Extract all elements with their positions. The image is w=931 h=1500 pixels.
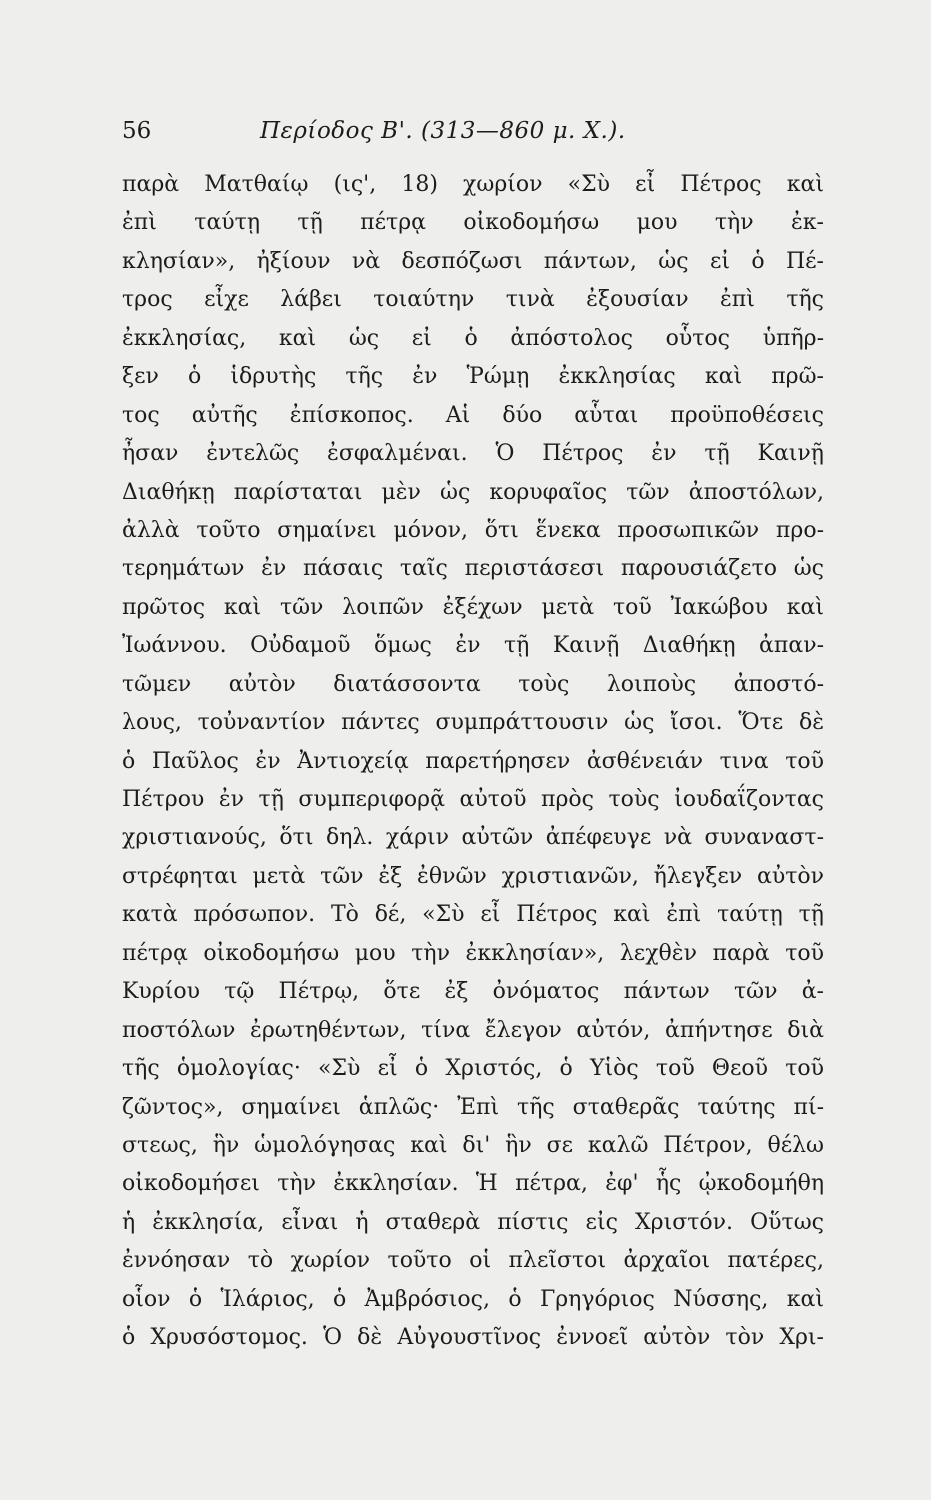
text-line: ζῶντος», σημαίνει ἁπλῶς· Ἐπὶ τῆς σταθερᾶς ταύτης πί- bbox=[122, 1094, 824, 1120]
text-line: τος αὐτῆς ἐπίσκοπος. Αἱ δύο αὗται προϋποθέσεις bbox=[122, 402, 824, 428]
running-head bbox=[122, 118, 824, 154]
text-line: τερημάτων ἐν πάσαις ταῖς περιστάσεσι παρουσιάζετο ὡς bbox=[122, 556, 824, 582]
text-line: ἡ ἐκκλησία, εἶναι ἡ σταθερὰ πίστις εἰς Χριστόν. Οὕτως bbox=[122, 1209, 824, 1235]
text-line: τρος εἶχε λάβει τοιαύτην τινὰ ἐξουσίαν ἐπὶ τῆς bbox=[122, 287, 824, 313]
text-line: παρὰ Ματθαίῳ (ις', 18) χωρίον «Σὺ εἶ Πέτρος καὶ bbox=[122, 172, 824, 197]
body-text bbox=[122, 166, 824, 1358]
text-line: πρῶτος καὶ τῶν λοιπῶν ἐξέχων μετὰ τοῦ Ἰακώβου καὶ bbox=[122, 594, 824, 620]
text-line: τῆς ὁμολογίας· «Σὺ εἶ ὁ Χριστός, ὁ Υἱὸς τοῦ Θεοῦ τοῦ bbox=[122, 1056, 824, 1082]
text-line: Διαθήκῃ παρίσταται μὲν ὡς κορυφαῖος τῶν ἀποστόλων, bbox=[122, 479, 824, 505]
page-number: 56 bbox=[122, 118, 152, 144]
text-line: κατὰ πρόσωπον. Τὸ δέ, «Σὺ εἶ Πέτρος καὶ ἐπὶ ταύτῃ τῇ bbox=[122, 902, 824, 928]
text-line: τῶμεν αὐτὸν διατάσσοντα τοὺς λοιποὺς ἀποστό- bbox=[122, 671, 824, 697]
text-line: Ἰωάννου. Οὐδαμοῦ ὅμως ἐν τῇ Καινῇ Διαθήκῃ ἀπαν- bbox=[122, 633, 824, 659]
text-line: κλησίαν», ἠξίουν νὰ δεσπόζωσι πάντων, ὡς εἰ ὁ Πέ- bbox=[122, 248, 824, 274]
running-title: Περίοδος Β'. (313—860 μ. Χ.). bbox=[260, 118, 626, 144]
text-line: ὁ Παῦλος ἐν Ἀντιοχείᾳ παρετήρησεν ἀσθένειάν τινα τοῦ bbox=[122, 748, 824, 774]
text-line: ἐννόησαν τὸ χωρίον τοῦτο οἱ πλεῖστοι ἀρχαῖοι πατέρες, bbox=[122, 1248, 824, 1274]
text-line: Πέτρου ἐν τῇ συμπεριφορᾷ αὐτοῦ πρὸς τοὺς ἰουδαΐζοντας bbox=[122, 787, 824, 812]
text-line: ἀλλὰ τοῦτο σημαίνει μόνον, ὅτι ἕνεκα προσωπικῶν προ- bbox=[122, 517, 824, 543]
text-line: ξεν ὁ ἱδρυτὴς τῆς ἐν Ῥώμῃ ἐκκλησίας καὶ πρῶ- bbox=[122, 364, 824, 390]
text-line: ἐπὶ ταύτῃ τῇ πέτρᾳ οἰκοδομήσω μου τὴν ἐκ- bbox=[122, 210, 824, 236]
text-line: Κυρίου τῷ Πέτρῳ, ὅτε ἐξ ὀνόματος πάντων τῶν ἀ- bbox=[122, 979, 824, 1005]
text-line: οἰκοδομήσει τὴν ἐκκλησίαν. Ἡ πέτρα, ἐφ' ἧς ᾠκοδομήθη bbox=[122, 1171, 824, 1197]
text-line: οἷον ὁ Ἱλάριος, ὁ Ἀμβρόσιος, ὁ Γρηγόριος Νύσσης, καὶ bbox=[122, 1286, 824, 1312]
text-line: ἐκκλησίας, καὶ ὡς εἰ ὁ ἀπόστολος οὗτος ὑπῆρ- bbox=[122, 325, 824, 351]
text-line: στρέφηται μετὰ τῶν ἐξ ἐθνῶν χριστιανῶν, ἤλεγξεν αὐτὸν bbox=[122, 863, 824, 889]
text-line: ποστόλων ἐρωτηθέντων, τίνα ἔλεγον αὐτόν, ἀπήντησε διὰ bbox=[122, 1017, 824, 1043]
text-line: στεως, ἣν ὡμολόγησας καὶ δι' ἣν σε καλῶ Πέτρον, θέλω bbox=[122, 1132, 824, 1158]
text-line: λους, τοὐναντίον πάντες συμπράττουσιν ὡς ἴσοι. Ὅτε δὲ bbox=[122, 710, 824, 736]
text-line: πέτρᾳ οἰκοδομήσω μου τὴν ἐκκλησίαν», λεχθὲν παρὰ τοῦ bbox=[122, 940, 824, 966]
text-line: ἦσαν ἐντελῶς ἐσφαλμέναι. Ὁ Πέτρος ἐν τῇ Καινῇ bbox=[122, 441, 824, 467]
text-line: χριστιανούς, ὅτι δηλ. χάριν αὐτῶν ἀπέφευγε νὰ συναναστ- bbox=[122, 825, 824, 851]
text-line: ὁ Χρυσόστομος. Ὁ δὲ Αὐγουστῖνος ἐννοεῖ αὐτὸν τὸν Χρι- bbox=[122, 1325, 824, 1351]
